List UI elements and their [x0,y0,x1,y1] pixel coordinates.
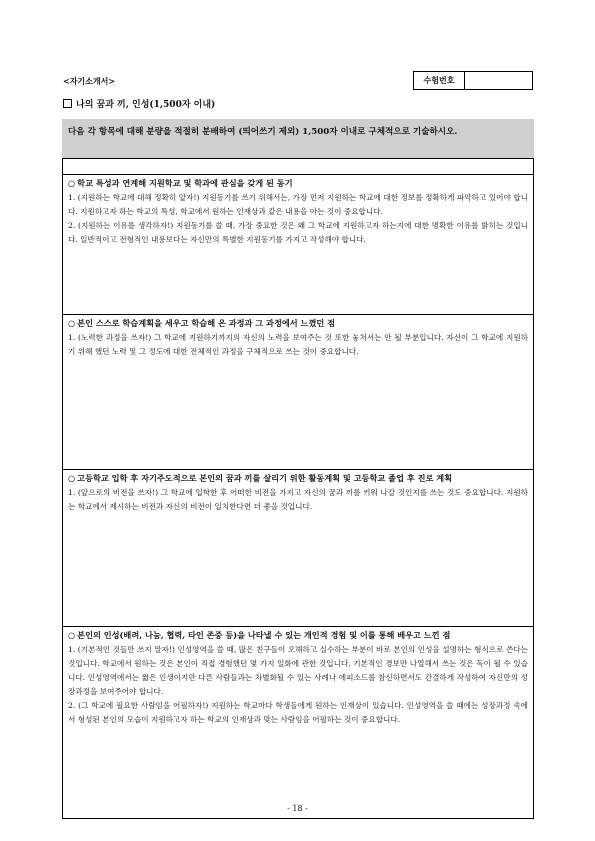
divider [62,626,534,627]
divider [62,469,534,470]
question-block [62,316,534,359]
exam-number-label: 수험번호 [414,72,465,89]
document-label: <자기소개서> [63,76,116,86]
page-number: - 18 - [287,804,308,813]
answer-area[interactable] [62,545,534,625]
question-heading: ○ 고등학교 입학 후 자기주도적으로 본인의 꿈과 끼를 살리기 위한 활동계획 및 고등학교 졸업 후 진로 계획 [68,473,453,483]
section-title-text: 나의 꿈과 끼, 인성(1,500자 이내) [76,100,216,110]
divider [62,174,534,175]
circle-icon: ○ [68,473,76,483]
answer-area[interactable] [62,252,534,312]
circle-icon: ○ [68,630,76,640]
square-icon [63,99,72,108]
instruction-box: 다음 각 항목에 대해 분량을 적절히 분배하여 (띄어쓰기 제외) 1,500자 이내로 구체적으로 기술하시오. [62,119,534,159]
question-block [62,176,534,247]
section-title [63,97,215,110]
answer-guide-item: 2. (그 학교에 필요한 사람임을 어필하자!) 지원하는 학교마다 학생들에게 원하는 인재상이 있습니다. 인성영역을 쓸 때에는 성장과정 속에서 형성된 본인의 모습이 지원하고자 하는 학교의 인재상과 맞는 사람임을 어필하는 것이 중요합니다. [68,701,528,724]
question-heading: ○ 본인의 인성(배려, 나눔, 협력, 타인 존중 등)을 나타낼 수 있는 개인적 경험 및 이를 통해 배우고 느낀 점 [68,630,451,640]
question-block [62,471,534,514]
question-heading: ○ 본인 스스로 학습계획을 세우고 학습해 온 과정과 그 과정에서 느꼈던 점 [68,318,336,328]
question-block [62,628,534,727]
answer-guide-item: 1. (앞으로의 비전을 쓰자!) 그 학교에 입학한 후 어떠한 비전을 가지고 자신의 꿈과 끼를 키워 나갈 것인지를 쓰는 것도 중요합니다. 지원하는 학교에서 제시하는 비전과 자신의 비전이 일치한다면 더 좋을 것입니다. [68,488,528,511]
answer-guide-item: 1. (노력한 과정을 쓰자!) 그 학교에 지원하기까지의 자신의 노력을 보여주는 것 또한 놓쳐서는 안 될 부분입니다. 자신이 그 학교에 지원하기 위해 했던 노력 및 그 정도에 대한 전체적인 과정을 구체적으로 쓰는 것이 중요합니다. [68,333,528,356]
question-heading: ○ 학교 특성과 연계해 지원학교 및 학과에 관심을 갖게 된 동기 [68,178,293,188]
exam-number-box [413,71,533,90]
answer-guide-item: 2. (지원하는 이유를 생각하자!) 지원동기를 쓸 때, 가장 중요한 것은 왜 그 학교에 지원하고자 하는지에 대한 명확한 이유를 밝히는 것입니다. 일반적이고 전형적인 내용보다는 자신만의 특별한 지원동기를 가지고 작성해야 합니다. [68,221,528,244]
exam-number-field[interactable] [465,72,532,89]
answer-guide-item: 1. (기본적인 것들만 쓰지 말자!) 인성영역을 쓸 때, 많은 친구들이 오해하고 실수하는 부분이 바로 본인의 인성을 설명하는 형식으로 쓴다는 것입니다. 학교에서 원하는 것은 본인이 직접 경험했던 몇 가지 일화에 관한 것입니다. 기본적인 경보만 나열해서 쓰는 것은 독이 될 수 있습니다. 인성영역에서는 짧은 인생이지만 다른 사람들과는 차별화될 수 있는 사례나 에피소드를 참신하면서도 간결하게 작성하여 자신만의 성장과정을 보여주어야 합니다. [68,645,528,696]
answer-guide-item: 1. (지원하는 학교에 대해 정확히 알자!) 지원동기를 쓰기 위해서는, 가장 먼저 지원하는 학교에 대한 정보를 정확하게 파악하고 있어야 합니다. 지원하고자 하는 학교의 특성, 학교에서 원하는 인재상과 같은 내용을 아는 것이 중요합니다. [68,193,528,216]
divider [62,314,534,315]
circle-icon: ○ [68,178,76,188]
answer-area[interactable] [62,375,534,465]
circle-icon: ○ [68,318,76,328]
